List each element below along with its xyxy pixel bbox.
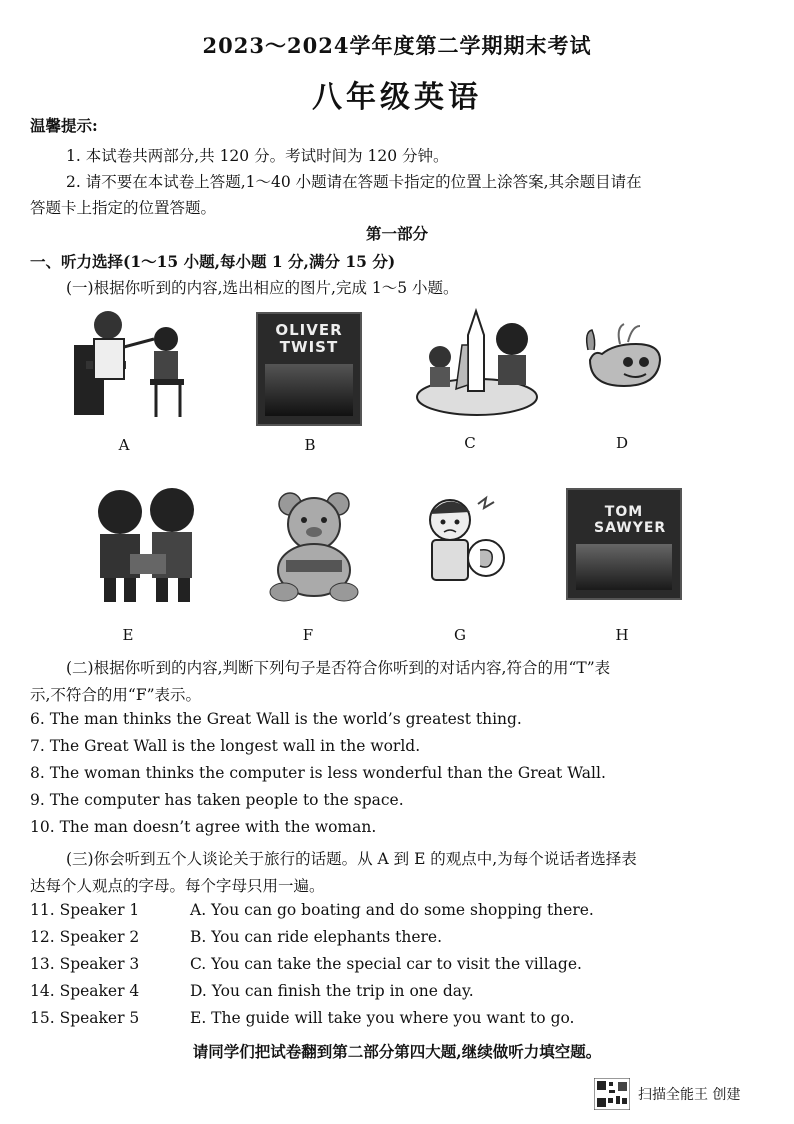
picture-label-b: B <box>304 436 316 454</box>
matching-row <box>0 955 794 979</box>
part1-heading: 第一部分 <box>365 224 428 243</box>
matching-speaker: 15. Speaker 5 <box>30 1009 140 1027</box>
tips-item-2-line2: 答题卡上指定的位置答题。 <box>30 199 217 217</box>
picture-label-c: C <box>464 434 476 452</box>
teddy-bear-picture <box>262 490 366 602</box>
tips-item-1: 1. 本试卷共两部分,共 120 分。考试时间为 120 分钟。 <box>66 147 449 165</box>
oliver-twist-book-picture <box>256 312 362 426</box>
matching-speaker: 13. Speaker 3 <box>30 955 140 973</box>
matching-row <box>0 901 794 925</box>
boy-with-stomachache-picture <box>414 490 510 590</box>
subsection3-instruction-line2: 达每个人观点的字母。每个字母只用一遍。 <box>30 877 325 895</box>
section1-heading: 一、听力选择(1～15 小题,每小题 1 分,满分 15 分) <box>30 252 396 271</box>
matching-speaker: 14. Speaker 4 <box>30 982 140 1000</box>
tf-question-10: 10. The man doesn’t agree with the woman. <box>30 818 377 836</box>
doctor-examining-child-picture <box>68 305 196 423</box>
picture-label-d: D <box>615 434 629 452</box>
qr-code-icon <box>594 1078 630 1110</box>
tf-question-9: 9. The computer has taken people to the space. <box>30 791 404 809</box>
children-with-rockets-picture <box>410 305 544 423</box>
exam-subject: 八年级英语 <box>312 80 482 115</box>
picture-label-a: A <box>118 436 130 454</box>
two-children-picture <box>86 484 208 606</box>
cartoon-whale-picture <box>580 320 670 392</box>
book-title-tom-sawyer: TOM SAWYER <box>594 504 667 536</box>
closing-note: 请同学们把试卷翻到第二部分第四大题,继续做听力填空题。 <box>192 1042 602 1061</box>
matching-option: E. The guide will take you where you want to go. <box>190 1009 575 1027</box>
matching-option: A. You can go boating and do some shopping there. <box>190 901 594 919</box>
exam-title: 2023～2024学年度第二学期期末考试 <box>202 33 592 58</box>
tf-question-8: 8. The woman thinks the computer is less wonderful than the Great Wall. <box>30 764 606 782</box>
tom-sawyer-book-picture <box>566 488 682 600</box>
matching-row <box>0 982 794 1006</box>
picture-label-e: E <box>122 626 134 644</box>
scanner-brand: 扫描全能王 创建 <box>638 1087 741 1103</box>
picture-label-f: F <box>302 626 314 644</box>
tips-item-2-line1: 2. 请不要在本试卷上答题,1～40 小题请在答题卡指定的位置上涂答案,其余题目请在 <box>66 173 642 191</box>
book-title-oliver-twist: OLIVER TWIST <box>275 321 343 356</box>
matching-speaker: 11. Speaker 1 <box>30 901 140 919</box>
tf-question-7: 7. The Great Wall is the longest wall in the world. <box>30 737 421 755</box>
matching-option: D. You can finish the trip in one day. <box>190 982 474 1000</box>
subsection2-instruction-line1: (二)根据你听到的内容,判断下列句子是否符合你听到的对话内容,符合的用“T”表 <box>66 659 611 677</box>
tips-heading: 温馨提示: <box>30 116 98 135</box>
matching-option: B. You can ride elephants there. <box>190 928 443 946</box>
matching-row <box>0 928 794 952</box>
tf-question-6: 6. The man thinks the Great Wall is the world’s greatest thing. <box>30 710 522 728</box>
matching-option: C. You can take the special car to visit the village. <box>190 955 582 973</box>
subsection1-instruction: (一)根据你听到的内容,选出相应的图片,完成 1～5 小题。 <box>66 279 459 297</box>
subsection2-instruction-line2: 示,不符合的用“F”表示。 <box>30 686 202 704</box>
picture-label-g: G <box>454 626 466 644</box>
subsection3-instruction-line1: (三)你会听到五个人谈论关于旅行的话题。从 A 到 E 的观点中,为每个说话者选择表 <box>66 850 637 868</box>
matching-speaker: 12. Speaker 2 <box>30 928 140 946</box>
matching-row <box>0 1009 794 1033</box>
picture-label-h: H <box>615 626 629 644</box>
